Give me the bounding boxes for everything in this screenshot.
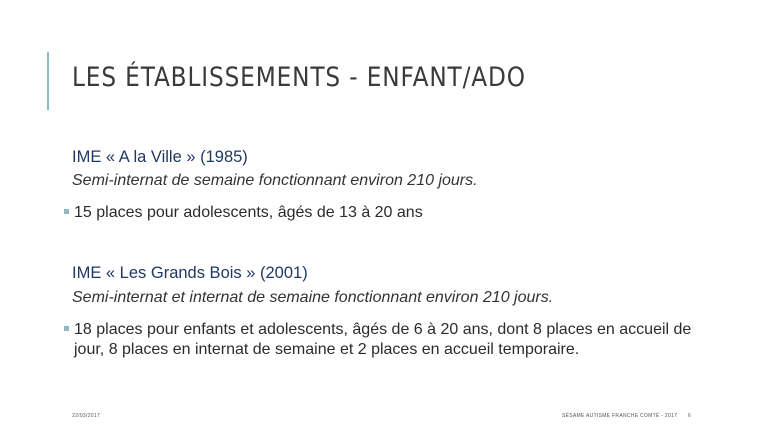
bullet-text: 18 places pour enfants et adolescents, âgés de 6 à 20 ans, dont 8 places en accueil de jour, 8 places en internat de semaine et 2 places en accueil temporaire. (74, 321, 692, 358)
slide-title: LES ÉTABLISSEMENTS - ENFANT/ADO (72, 62, 526, 93)
section-heading-ime-les-grands-bois: IME « Les Grands Bois » (2001) (72, 264, 308, 282)
bullet-text: 15 places pour adolescents, âgés de 13 à 20 ans (74, 204, 423, 221)
footer-date: 22/03/2017 (72, 413, 101, 419)
footer-page-number: 6 (688, 413, 692, 419)
section-subtitle-ime-les-grands-bois: Semi-internat et internat de semaine fonctionnant environ 210 jours. (72, 289, 554, 306)
title-accent-bar (47, 52, 49, 110)
bullet-marker-icon (64, 209, 69, 214)
section-heading-ime-a-la-ville: IME « A la Ville » (1985) (72, 148, 248, 166)
bullet-marker-icon (64, 326, 69, 331)
footer-organization: SÉSAME AUTISME FRANCHE COMTÉ - 2017 (562, 413, 678, 419)
bullet-item (64, 320, 704, 360)
section-subtitle-ime-a-la-ville: Semi-internat de semaine fonctionnant environ 210 jours. (72, 172, 478, 189)
bullet-item (64, 203, 704, 223)
